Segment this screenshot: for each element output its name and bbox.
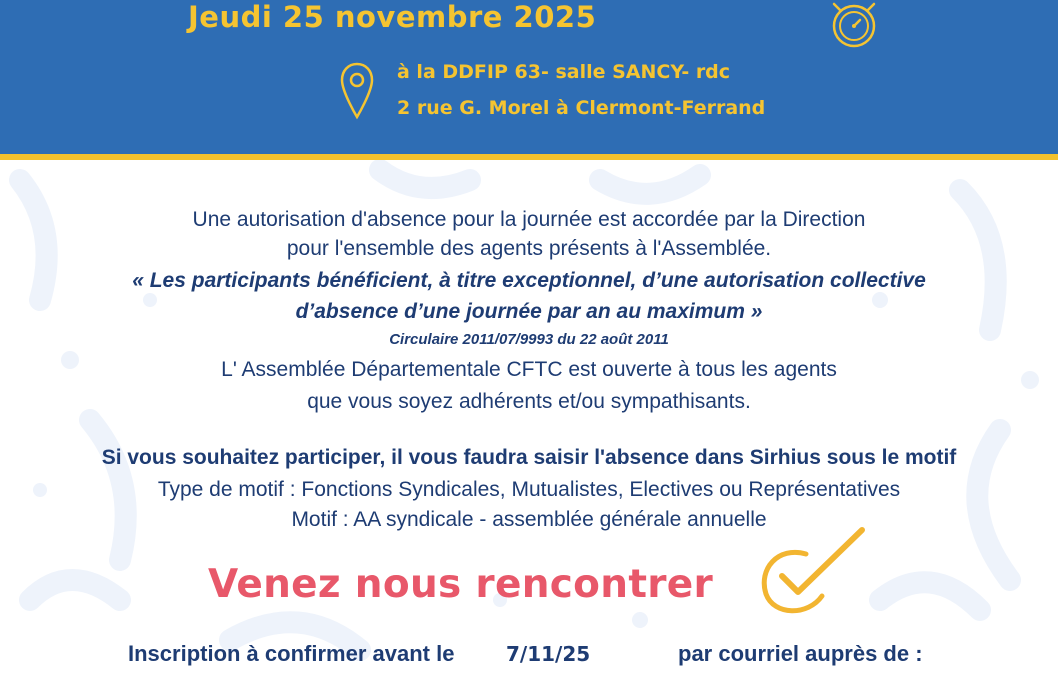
quote-line-1: « Les participants bénéficient, à titre exceptionnel, d’une autorisation collective: [132, 269, 926, 292]
quote-line-2: d’absence d’une journée par an au maximum »: [295, 300, 763, 323]
open-to-all-line: L' Assemblée Départementale CFTC est ouverte à tous les agents: [221, 358, 837, 381]
sirhius-instruction: Si vous souhaitez participer, il vous faudra saisir l'absence dans Sirhius sous le motif: [101, 446, 957, 469]
inscription-by-mail: par courriel auprès de :: [678, 641, 923, 666]
stopwatch-icon: [826, 0, 882, 50]
members-line: que vous soyez adhérents et/ou sympathisants.: [307, 390, 751, 413]
event-date: Jeudi 25 novembre 2025: [188, 0, 597, 34]
location-pin-icon: [340, 62, 374, 120]
attendees-line: pour l'ensemble des agents présents à l'Assemblée.: [286, 237, 772, 260]
motif-line: Motif : AA syndicale - assemblée générale annuelle: [291, 508, 767, 531]
inscription-deadline: 7/11/25: [506, 642, 591, 666]
location-line-1: à la DDFIP 63- salle SANCY- rdc: [397, 61, 731, 83]
checkmark-icon: [748, 524, 868, 624]
call-to-action-title: Venez nous rencontrer: [208, 562, 714, 607]
inscription-label: Inscription à confirmer avant le: [128, 641, 455, 666]
header-accent-strip: [0, 154, 1058, 160]
header-banner: [0, 0, 1058, 154]
location-line-2: 2 rue G. Morel à Clermont-Ferrand: [397, 97, 766, 119]
absence-authorization-line: Une autorisation d'absence pour la journée est accordée par la Direction: [192, 208, 866, 231]
motif-type-line: Type de motif : Fonctions Syndicales, Mutualistes, Electives ou Représentatives: [157, 478, 901, 501]
circulaire-reference: Circulaire 2011/07/9993 du 22 août 2011: [389, 331, 669, 348]
